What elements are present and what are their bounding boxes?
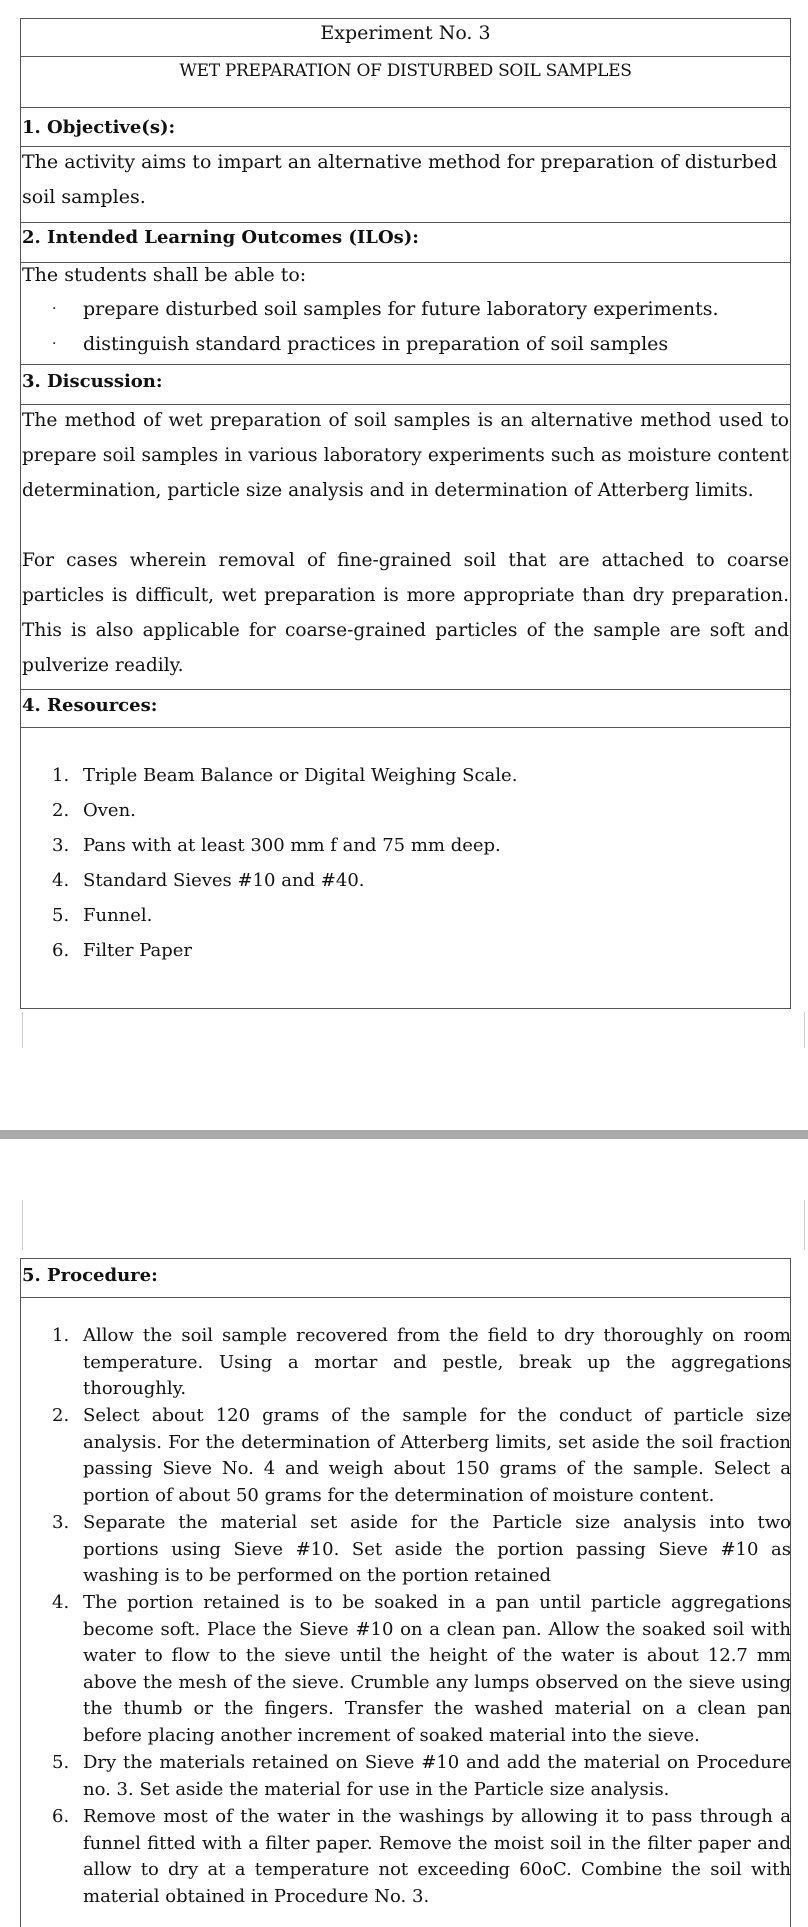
resource-number: 1.	[52, 765, 70, 786]
resource-item: Funnel.	[83, 905, 153, 926]
resource-item: Oven.	[83, 800, 136, 821]
resource-number: 3.	[52, 835, 70, 856]
procedure-number: 5.	[52, 1752, 70, 1773]
resource-item: Pans with at least 300 mm f and 75 mm deep.	[83, 835, 501, 856]
crop-mark	[22, 1200, 23, 1250]
procedure-number: 6.	[52, 1806, 70, 1827]
resource-item: Standard Sieves #10 and #40.	[83, 870, 365, 891]
procedure-step: Select about 120 grams of the sample for the conduct of particle size analysis. For the determination of Atterberg limits, set aside the soil fraction passing Sieve No. 4 and weigh about 150 grams of the sample. Select a portion of about 50 grams for the determination of moisture content.	[83, 1405, 791, 1506]
procedure-number: 1.	[52, 1325, 70, 1346]
resource-number: 5.	[52, 905, 70, 926]
ilos-intro: The students shall be able to:	[22, 264, 307, 286]
discussion-paragraph: For cases wherein removal of fine-grained soil that are attached to coarse particles is difficult, wet preparation is more appropriate than dry preparation. This is also applicable for coarse-grained particles of the sample are soft and pulverize readily.	[22, 550, 789, 676]
resource-item: Filter Paper	[83, 940, 193, 961]
procedure-number: 4.	[52, 1592, 70, 1613]
experiment-title: WET PREPARATION OF DISTURBED SOIL SAMPLES	[179, 61, 632, 81]
procedure-number: 2.	[52, 1405, 70, 1426]
crop-mark	[22, 1012, 23, 1048]
procedure-step: Allow the soil sample recovered from the field to dry thoroughly on room temperature. Using a mortar and pestle, break up the aggregations thoroughly.	[83, 1325, 791, 1399]
document-page-2	[0, 1145, 808, 1920]
bullet-icon: ·	[52, 301, 57, 317]
procedure-step: Separate the material set aside for the Particle size analysis into two portions using Sieve #10. Set aside the portion passing Sieve #10 as washing is to be performed on the portion retained	[83, 1512, 791, 1586]
resource-number: 2.	[52, 800, 70, 821]
resources-heading: 4. Resources:	[22, 695, 158, 716]
ilo-item: distinguish standard practices in preparation of soil samples	[83, 333, 669, 355]
page-separator	[0, 1130, 808, 1139]
resource-item: Triple Beam Balance or Digital Weighing Scale.	[83, 765, 518, 786]
resource-number: 4.	[52, 870, 70, 891]
procedure-step: Dry the materials retained on Sieve #10 and add the material on Procedure no. 3. Set aside the material for use in the Particle size analysis.	[83, 1752, 791, 1800]
resource-number: 6.	[52, 940, 70, 961]
discussion-paragraph: The method of wet preparation of soil samples is an alternative method used to prepare soil samples in various laboratory experiments such as moisture content determination, particle size analysis and in determination of Atterberg limits.	[22, 410, 789, 501]
crop-mark	[804, 1200, 805, 1250]
ilo-item: prepare disturbed soil samples for future laboratory experiments.	[83, 298, 719, 320]
objective-text: The activity aims to impart an alternative method for preparation of disturbed soil samples.	[22, 151, 778, 208]
procedure-number: 3.	[52, 1512, 70, 1533]
experiment-number: Experiment No. 3	[320, 22, 491, 44]
procedure-heading: 5. Procedure:	[22, 1265, 158, 1286]
objective-heading: 1. Objective(s):	[22, 117, 176, 138]
procedure-step: The portion retained is to be soaked in a pan until particle aggregations become soft. Place the Sieve #10 on a clean pan. Allow the soaked soil with water to flow to the sieve until the height of the water is about 12.7 mm above the mesh of the sieve. Crumble any lumps observed on the sieve using the thumb or the fingers. Transfer the washed material on a clean pan before placing another increment of soaked material into the sieve.	[83, 1592, 791, 1746]
discussion-heading: 3. Discussion:	[22, 371, 163, 392]
ilos-heading: 2. Intended Learning Outcomes (ILOs):	[22, 227, 419, 248]
procedure-step: Remove most of the water in the washings by allowing it to pass through a funnel fitted with a filter paper. Remove the moist soil in the filter paper and allow to dry at a temperature not exceeding 60oC. Combine the soil with material obtained in Procedure No. 3.	[83, 1806, 791, 1907]
bullet-icon: ·	[52, 336, 57, 352]
crop-mark	[804, 1012, 805, 1048]
